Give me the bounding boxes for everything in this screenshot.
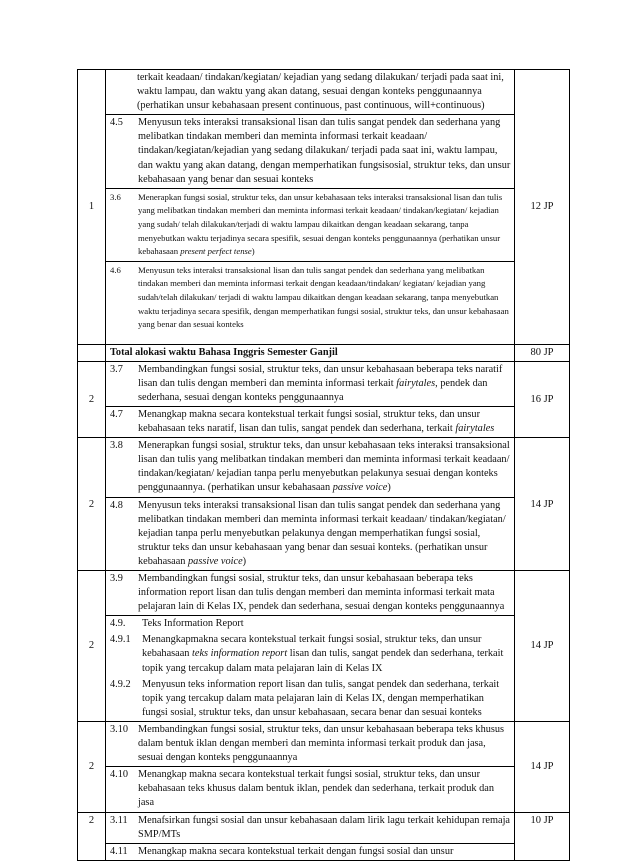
- list-item: [106, 616, 514, 632]
- list-item: [106, 261, 514, 344]
- list-item: [106, 677, 514, 721]
- competency-text: Menyusun teks interaksi transaksional lisan dan tulis sangat pendek dan sederhana yang melibatkan tindakan memberi dan meminta informasi terkait keadaan/ tindakan/kegiatan/ kejadian tanpa perlu menyebutkan pelakunya dengan memperhatikan fungsi sosial, struktur teks dan unsur kebahasaan yang benar dan sesuai konteks. (perhatikan unsur kebahasaan passive voice): [138, 499, 506, 567]
- competency-code: 4.11: [110, 845, 128, 857]
- competency-cell: [106, 571, 515, 722]
- competency-text: Menyusun teks information report lisan dan tulis, sangat pendek dan sederhana, terkait topik yang tercakup dalam mata pelajaran lain di Kelas IX, dengan memperhatikan fungsi sosial, struktur teks, dan unsur kebahasaan, secara benar dan sesuai konteks: [142, 678, 500, 718]
- competency-cell: [106, 361, 515, 437]
- hours-cell: 16 JP: [515, 361, 570, 437]
- hours-cell: 14 JP: [515, 571, 570, 722]
- total-label: Total alokasi waktu Bahasa Inggris Semester Ganjil: [106, 344, 515, 361]
- list-item: [106, 188, 514, 261]
- competency-code: 3.9: [110, 573, 123, 584]
- sub-list: [106, 615, 514, 721]
- hours-cell: 14 JP: [515, 721, 570, 812]
- list-item: [106, 766, 514, 811]
- competency-code: 4.7: [110, 408, 123, 420]
- table-row: [78, 70, 570, 345]
- table-row: [78, 721, 570, 812]
- competency-text: Menangkap makna secara kontekstual terkait fungsi sosial, struktur teks, dan unsur kebahasaan teks khusus dalam bentuk iklan, pendek dan sederhana, terkait produk dan jasa: [138, 769, 494, 809]
- table-row: [78, 812, 570, 860]
- list-item: [106, 632, 514, 676]
- row-number: 2: [78, 571, 106, 722]
- row-number: 1: [78, 70, 106, 345]
- curriculum-table: [77, 69, 570, 861]
- hours-cell: 12 JP: [515, 70, 570, 345]
- competency-code: 3.7: [110, 363, 123, 375]
- competency-text: Menafsirkan fungsi sosial dan unsur kebahasaan dalam lirik lagu terkait kehidupan remaja SMP/MTs: [138, 814, 511, 840]
- row-number: 2: [78, 721, 106, 812]
- competency-code: 3.8: [110, 440, 123, 452]
- competency-text: Membandingkan fungsi sosial, struktur teks, dan unsur kebahasaan beberapa teks naratif lisan dan tulis dengan memberi dan meminta informasi terkait fairytales, pendek dan sederhana, sesuai dengan konteks penggunaannya: [138, 363, 503, 403]
- table-row: [78, 361, 570, 437]
- competency-cell: [106, 438, 515, 571]
- competency-cell: [106, 812, 515, 860]
- competency-code: 4.8: [110, 499, 123, 511]
- competency-code: 3.6: [110, 191, 121, 202]
- competency-code: 4.6: [110, 264, 121, 275]
- total-row: [78, 344, 570, 361]
- table-row: [78, 438, 570, 571]
- competency-code: 3.10: [110, 723, 129, 735]
- competency-text: Menangkap makna secara kontekstual terkait fungsi sosial, struktur teks, dan unsur kebahasaan teks naratif, lisan dan tulis, sangat pendek dan sederhana, terkait fairytales: [138, 408, 495, 435]
- competency-text: Membandingkan fungsi sosial, struktur teks, dan unsur kebahasaan beberapa teks information report lisan dan tulis dengan memberi dan meminta informasi terkait mata pelajaran lain di Kelas IX, pendek dan sederhana, sesuai dengan konteks penggunaannya: [138, 573, 505, 613]
- competency-code: 3.11: [110, 814, 128, 826]
- competency-text: Menerapkan fungsi sosial, struktur teks, dan unsur kebahasaan teks interaksi transaksional lisan dan tulis yang melibatkan tindakan memberi dan meminta informasi terkait keadaan/ tindakan/kegiatan/ kejadian yang sudah/ telah dilakukan/terjadi di waktu lampau dikaitkan dengan keadaan sekarang, tanpa menyebutkan waktu terjadinya secara spesifik, sesuai dengan konteks penggunaannya (perhatikan unsur kebahasaan present perfect tense): [138, 191, 503, 257]
- total-hours: 80 JP: [515, 344, 570, 361]
- empty-cell: [78, 344, 106, 361]
- hours-cell: 10 JP: [515, 812, 570, 860]
- row-number: 2: [78, 361, 106, 437]
- competency-code: 4.5: [110, 117, 123, 129]
- list-item: [106, 362, 514, 406]
- competency-text: Menerapkan fungsi sosial, struktur teks, dan unsur kebahasaan teks interaksi transaksional lisan dan tulis yang melibatkan tindakan memberi dan meminta informasi terkait keadaan/ tindakan/kegiatan/ kejadian tanpa perlu menyebutkan pelakunya sesuai dengan konteks penggunaannya. (perhatikan unsur kebahasaan passive voice): [138, 440, 510, 494]
- continued-text: terkait keadaan/ tindakan/kegiatan/ kejadian yang sedang dilakukan/ terjadi pada saat ini, waktu lampau, dan waktu yang akan datang, sesuai dengan konteks penggunaannya (perhatikan unsur kebahasaan present continuous, past continuous, will+continuous): [137, 72, 504, 112]
- competency-text: Menangkap makna secara kontekstual terkait dengan fungsi sosial dan unsur: [138, 845, 454, 857]
- list-item: [106, 406, 514, 437]
- list-item: [106, 114, 514, 187]
- row-number: 2: [78, 438, 106, 571]
- competency-text: Membandingkan fungsi sosial, struktur teks, dan unsur kebahasaan beberapa teks khusus dalam bentuk iklan dengan memberi dan meminta informasi terkait produk dan jasa, sesuai dengan konteks penggunaannya: [138, 723, 505, 764]
- list-item: [106, 843, 514, 860]
- competency-text: Teks Information Report: [142, 618, 244, 630]
- competency-code: 4.9.2: [110, 678, 131, 690]
- competency-code: 4.10: [110, 769, 129, 781]
- list-item: [106, 571, 514, 615]
- competency-cell: [106, 70, 515, 345]
- list-item: [106, 438, 514, 496]
- competency-code: 4.9.: [110, 618, 126, 630]
- list-item: [106, 813, 514, 843]
- hours-cell: 14 JP: [515, 438, 570, 571]
- competency-text: Menangkapmakna secara kontekstual terkait fungsi sosial, struktur teks, dan unsur kebahasaan teks information report lisan dan tulis, sangat pendek dan sederhana, terkait topik yang tercakup dalam mata pelajaran lain di Kelas IX: [142, 634, 504, 674]
- list-item: [106, 722, 514, 766]
- table-row: [78, 571, 570, 722]
- competency-text: Menyusun teks interaksi transaksional lisan dan tulis sangat pendek dan sederhana yang melibatkan tindakan memberi dan meminta informasi terkait keadaan/ tindakan/kegiatan/kejadian yang sedang dilakukan/ terjadi pada saat ini, waktu lampau, dan waktu yang akan datang, dengan memperhatikan fungsisosial, struktur teks, dan unsur kebahasaan yang benar dan sesuai konteks: [138, 117, 511, 185]
- competency-code: 4.9.1: [110, 634, 131, 646]
- list-item: [106, 497, 514, 570]
- competency-text: Menyusun teks interaksi transaksional lisan dan tulis sangat pendek dan sederhana yang melibatkan tindakan memberi dan meminta informasi terkait dengan keadaan/tindakan/ kegiatan/ kejadian yang sudah/telah dilakukan/ terjadi di waktu lampau dikaitkan dengan keadaan sekarang, tanpa menyebutkan waktu terjadinya secara spesifik, dengan memperhatikan fungsi sosial, struktur teks, dan unsur kebahasaan yang benar dan sesuai konteks: [138, 264, 509, 330]
- row-number: 2: [78, 812, 106, 860]
- competency-cell: [106, 721, 515, 812]
